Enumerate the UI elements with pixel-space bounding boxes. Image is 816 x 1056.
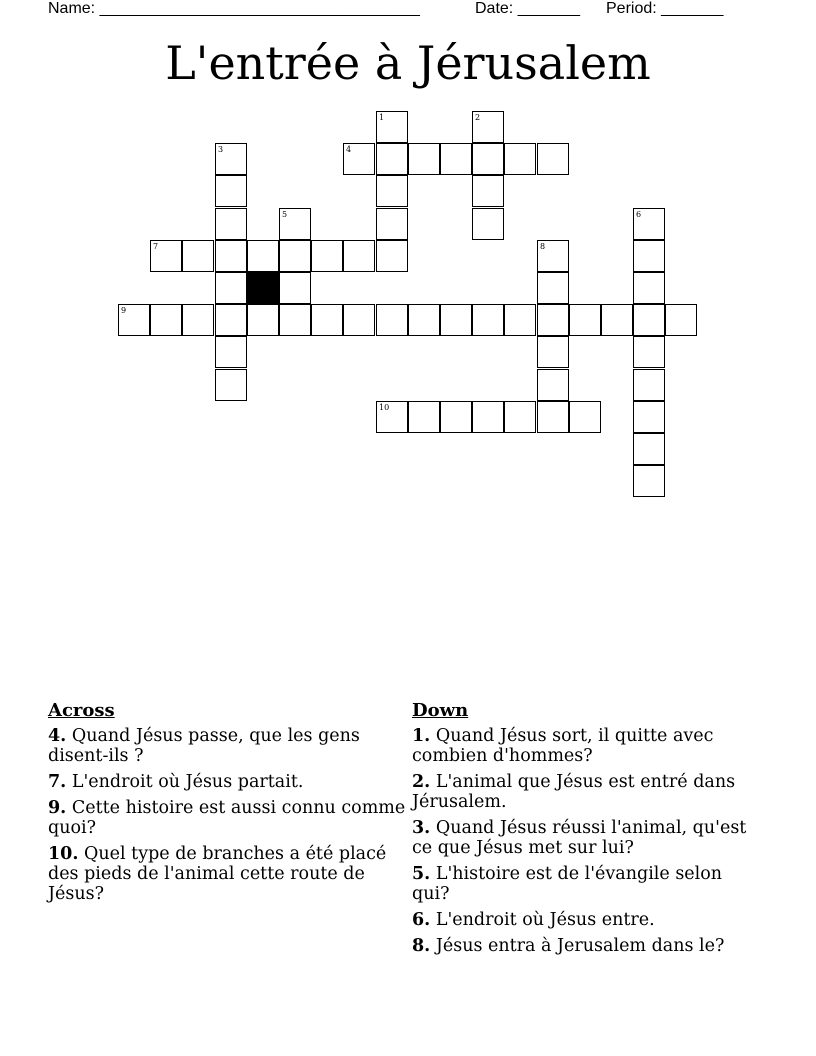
clue-text: Quand Jésus réussi l'animal, qu'est ce que Jésus met sur lui? <box>412 818 747 858</box>
grid-cell[interactable] <box>376 143 408 175</box>
across-heading: Across <box>48 700 115 721</box>
grid-cell[interactable] <box>408 143 440 175</box>
period-field-label[interactable]: Period: _______ <box>606 0 724 17</box>
clue-number-label: 6 <box>636 210 642 219</box>
clue-text: L'animal que Jésus est entré dans Jérusalem. <box>412 772 736 812</box>
clue-number-label: 3 <box>218 145 224 154</box>
grid-cell[interactable] <box>440 401 472 433</box>
grid-cell[interactable] <box>215 272 247 304</box>
clue-text: Quand Jésus passe, que les gens disent-ils ? <box>48 726 360 766</box>
grid-cell[interactable] <box>504 304 536 336</box>
crossword-grid <box>0 0 816 520</box>
clue-text: L'endroit où Jésus partait. <box>71 772 304 792</box>
clue-number: 5. <box>412 864 431 884</box>
grid-cell[interactable] <box>215 175 247 207</box>
date-field-label[interactable]: Date: _______ <box>475 0 580 17</box>
clue-down-3 <box>412 818 762 858</box>
grid-cell[interactable] <box>150 240 182 272</box>
grid-cell[interactable] <box>472 304 504 336</box>
grid-cell[interactable] <box>472 111 504 143</box>
grid-cell[interactable] <box>537 240 569 272</box>
grid-cell[interactable] <box>633 369 665 401</box>
grid-cell[interactable] <box>633 433 665 465</box>
grid-cell[interactable] <box>311 240 343 272</box>
grid-cell[interactable] <box>311 304 343 336</box>
grid-cell[interactable] <box>247 304 279 336</box>
grid-cell[interactable] <box>569 304 601 336</box>
grid-cell[interactable] <box>504 401 536 433</box>
clue-number: 4. <box>48 726 67 746</box>
name-field-label[interactable]: Name: ____________________________________ <box>48 0 420 17</box>
grid-cell[interactable] <box>633 240 665 272</box>
clue-number-label: 4 <box>346 145 352 154</box>
blocked-cell <box>247 272 279 304</box>
clue-across-7 <box>48 772 408 792</box>
clue-number: 7. <box>48 772 67 792</box>
grid-cell[interactable] <box>343 240 375 272</box>
clue-number: 8. <box>412 936 431 956</box>
grid-cell[interactable] <box>376 111 408 143</box>
clue-number-label: 8 <box>540 242 546 251</box>
down-clues <box>412 700 762 962</box>
grid-cell[interactable] <box>376 304 408 336</box>
grid-cell[interactable] <box>601 304 633 336</box>
grid-cell[interactable] <box>537 304 569 336</box>
grid-cell[interactable] <box>472 175 504 207</box>
clue-number-label: 10 <box>379 403 390 412</box>
grid-cell[interactable] <box>279 240 311 272</box>
grid-cell[interactable] <box>440 304 472 336</box>
grid-cell[interactable] <box>279 304 311 336</box>
grid-cell[interactable] <box>633 208 665 240</box>
grid-cell[interactable] <box>472 143 504 175</box>
clue-across-10 <box>48 844 408 904</box>
down-heading: Down <box>412 700 469 721</box>
clue-across-4 <box>48 726 408 766</box>
clue-text: Quel type de branches a été placé des pieds de l'animal cette route de Jésus? <box>48 844 387 904</box>
grid-cell[interactable] <box>215 143 247 175</box>
grid-cell[interactable] <box>665 304 697 336</box>
clue-number: 1. <box>412 726 431 746</box>
clue-across-9 <box>48 798 408 838</box>
grid-cell[interactable] <box>440 143 472 175</box>
grid-cell[interactable] <box>343 143 375 175</box>
clue-number: 9. <box>48 798 67 818</box>
grid-cell[interactable] <box>537 336 569 368</box>
grid-cell[interactable] <box>215 336 247 368</box>
clue-down-2 <box>412 772 762 812</box>
grid-cell[interactable] <box>633 465 665 497</box>
grid-cell[interactable] <box>569 401 601 433</box>
grid-cell[interactable] <box>472 401 504 433</box>
grid-cell[interactable] <box>633 304 665 336</box>
clue-text: Cette histoire est aussi connu comme quoi? <box>48 798 406 838</box>
grid-cell[interactable] <box>215 304 247 336</box>
grid-cell[interactable] <box>376 175 408 207</box>
grid-cell[interactable] <box>215 208 247 240</box>
clue-down-1 <box>412 726 762 766</box>
grid-cell[interactable] <box>279 208 311 240</box>
clue-text: L'histoire est de l'évangile selon qui? <box>412 864 723 904</box>
grid-cell[interactable] <box>537 272 569 304</box>
grid-cell[interactable] <box>633 336 665 368</box>
grid-cell[interactable] <box>633 272 665 304</box>
clue-down-6 <box>412 910 762 930</box>
grid-cell[interactable] <box>537 369 569 401</box>
grid-cell[interactable] <box>408 401 440 433</box>
across-clues <box>48 700 408 910</box>
page-title: L'entrée à Jérusalem <box>165 36 651 90</box>
clue-number-label: 9 <box>121 306 127 315</box>
grid-cell[interactable] <box>376 401 408 433</box>
clue-number-label: 1 <box>379 113 385 122</box>
grid-cell[interactable] <box>182 304 214 336</box>
grid-cell[interactable] <box>215 240 247 272</box>
grid-cell[interactable] <box>279 272 311 304</box>
clue-number: 6. <box>412 910 431 930</box>
clue-number: 2. <box>412 772 431 792</box>
clue-text: L'endroit où Jésus entre. <box>435 910 655 930</box>
grid-cell[interactable] <box>376 240 408 272</box>
grid-cell[interactable] <box>633 401 665 433</box>
clue-number: 10. <box>48 844 79 864</box>
grid-cell[interactable] <box>247 240 279 272</box>
clue-number: 3. <box>412 818 431 838</box>
clue-down-8 <box>412 936 762 956</box>
grid-cell[interactable] <box>343 304 375 336</box>
clue-number-label: 5 <box>282 210 288 219</box>
grid-cell[interactable] <box>118 304 150 336</box>
grid-cell[interactable] <box>537 143 569 175</box>
grid-cell[interactable] <box>376 208 408 240</box>
clue-number-label: 7 <box>153 242 159 251</box>
grid-cell[interactable] <box>504 143 536 175</box>
clue-text: Jésus entra à Jerusalem dans le? <box>435 936 725 956</box>
clue-text: Quand Jésus sort, il quitte avec combien d'hommes? <box>412 726 714 766</box>
grid-cell[interactable] <box>537 401 569 433</box>
clue-number-label: 2 <box>475 113 481 122</box>
grid-cell[interactable] <box>182 240 214 272</box>
grid-cell[interactable] <box>215 369 247 401</box>
clue-down-5 <box>412 864 762 904</box>
grid-cell[interactable] <box>408 304 440 336</box>
grid-cell[interactable] <box>472 208 504 240</box>
grid-cell[interactable] <box>150 304 182 336</box>
